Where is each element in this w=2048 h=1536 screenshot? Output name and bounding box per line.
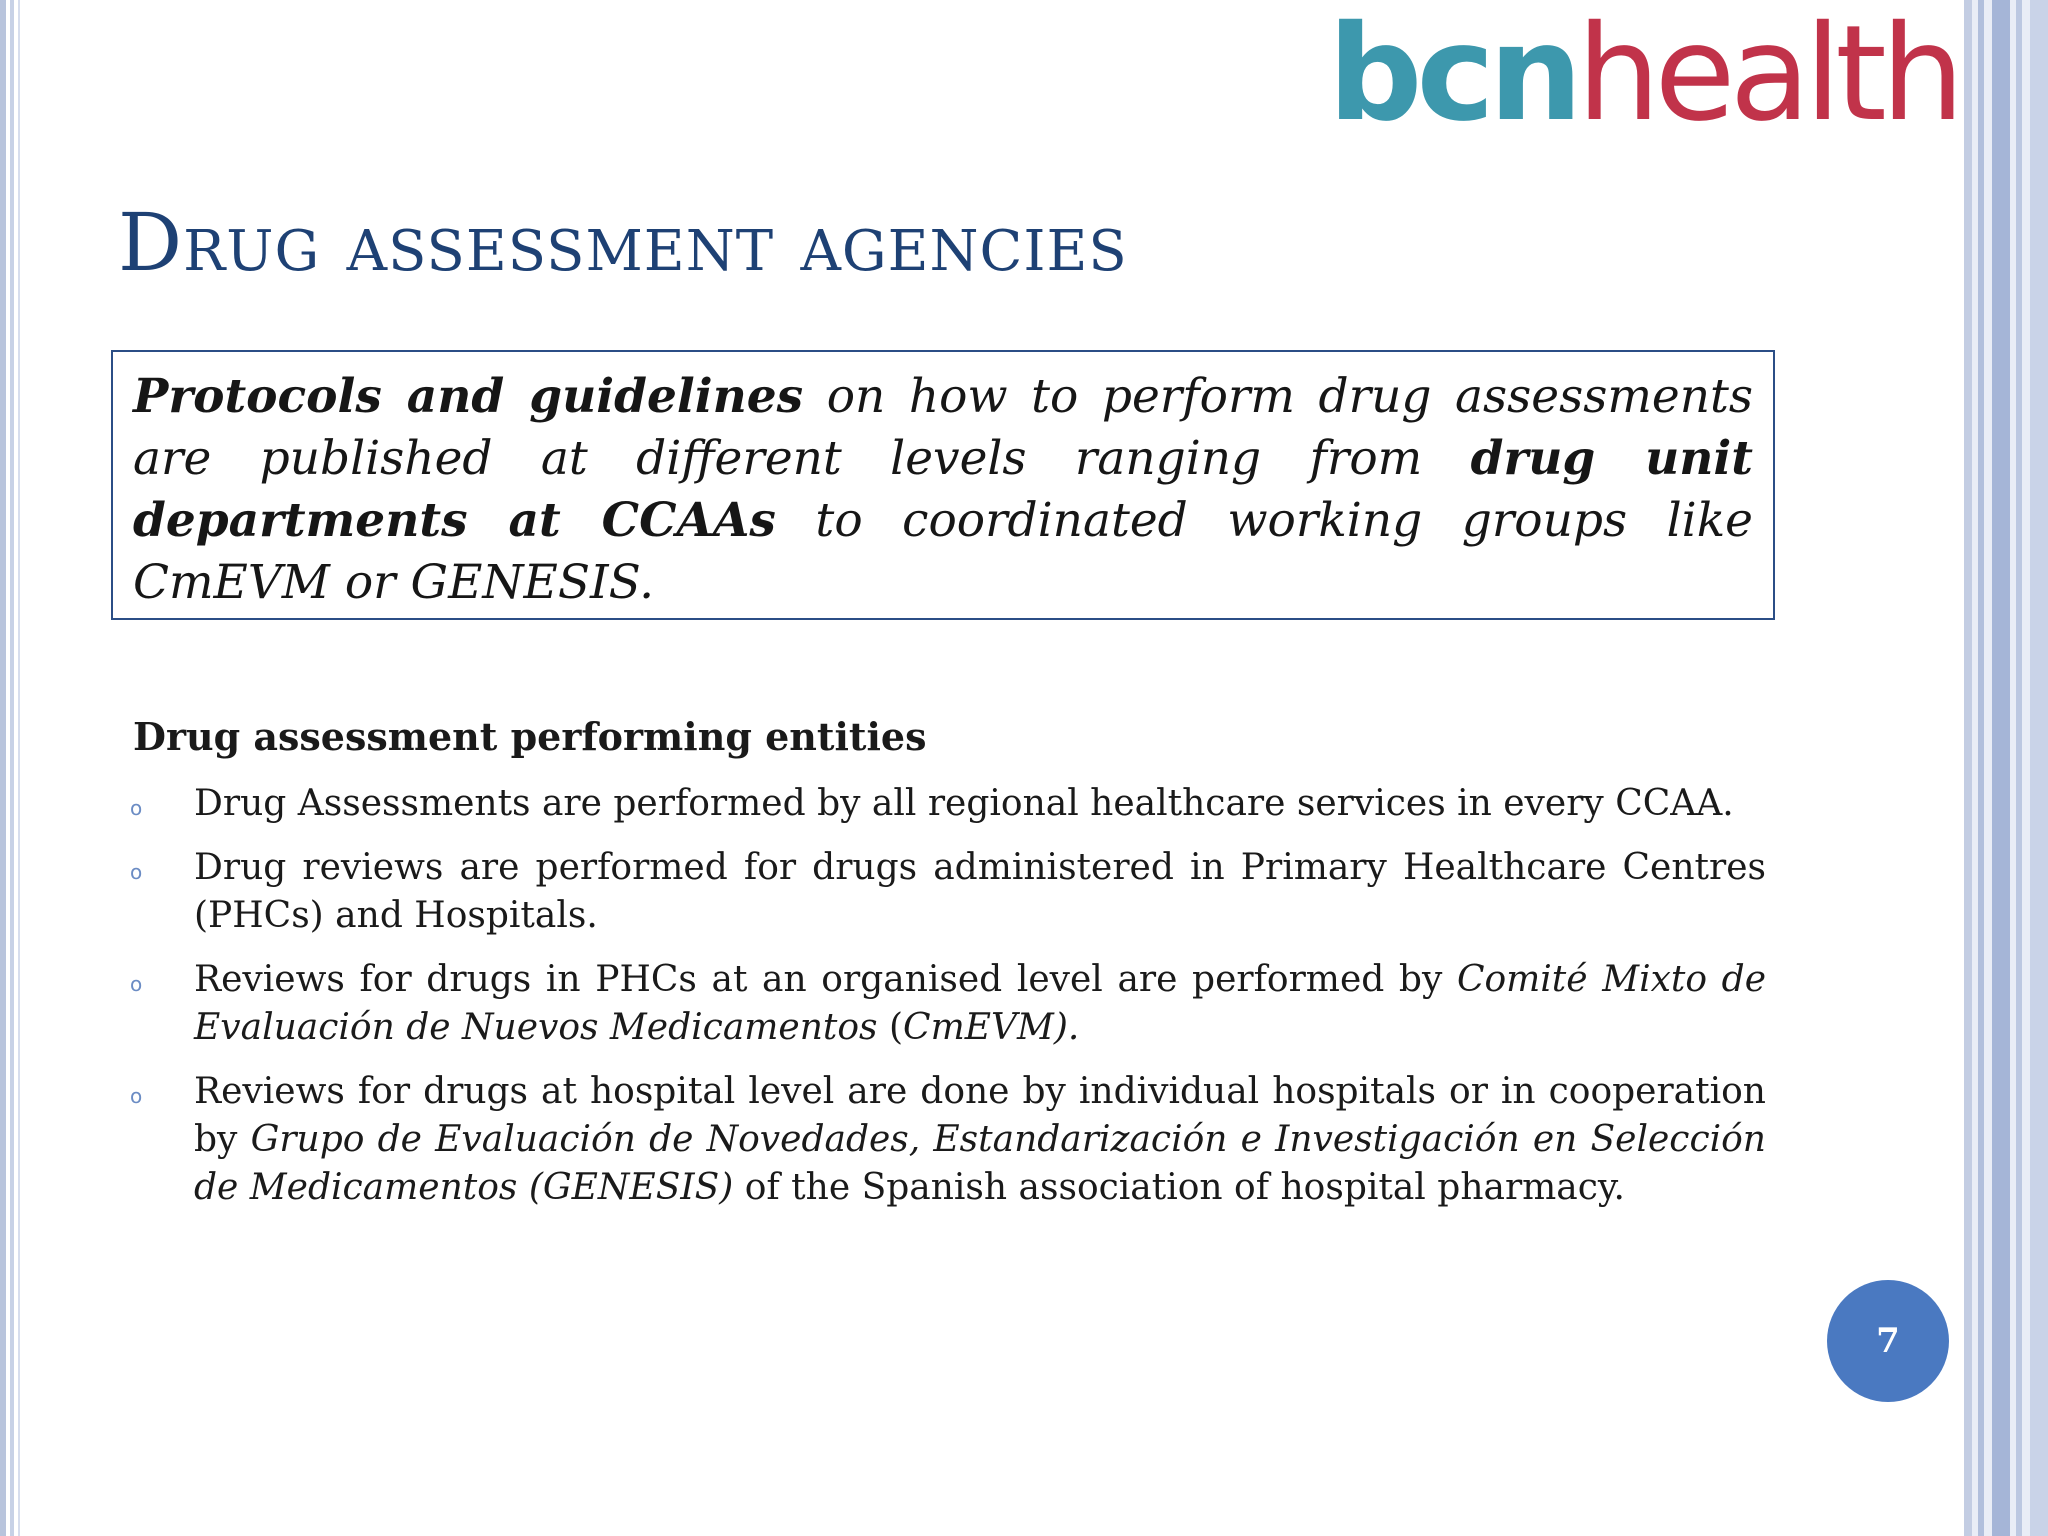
bullet-circle-icon: o [130, 972, 143, 996]
left-border-stripe [0, 0, 6, 1536]
bullet-italic-name: Grupo de Evaluación de Novedades, Estandarización e Investigación en Selección de Medicamentos (GENESIS) [194, 1119, 1766, 1208]
slide-title: Drug assessment agencies [118, 196, 1128, 289]
bullet-circle-icon: o [130, 796, 143, 820]
bullet-circle-icon: o [130, 860, 143, 884]
right-border-stripe [2030, 0, 2048, 1536]
bullet-item [126, 780, 1766, 828]
bullet-circle-icon: o [130, 1084, 143, 1108]
left-border-stripe [10, 0, 14, 1536]
bullet-item [126, 1068, 1766, 1212]
bullet-list [126, 780, 1766, 1228]
right-border-stripe [1964, 0, 1972, 1536]
bullet-italic-acronym: CmEVM). [903, 1007, 1080, 1048]
callout-bold-departments: drug unit departments at CCAAs [133, 431, 1753, 548]
callout-text: on how to perform drug assessments are published at different levels ranging from [133, 369, 1753, 486]
bullet-text: Drug Assessments are performed by all regional healthcare services in every CCAA. [194, 783, 1734, 824]
bullet-text: ( [877, 1007, 904, 1048]
page-number-badge: 7 [1827, 1280, 1949, 1402]
callout-box [111, 350, 1775, 620]
section-heading: Drug assessment performing entities [133, 714, 927, 759]
callout-bold-protocols: Protocols and guidelines [133, 369, 804, 424]
right-border-stripe [2016, 0, 2022, 1536]
bullet-text: Reviews for drugs at hospital level are done by individual hospitals or in cooperation by [194, 1071, 1766, 1160]
bullet-item [126, 956, 1766, 1052]
logo-bcn-text: bcn [1328, 0, 1577, 151]
bullet-text: Reviews for drugs in PHCs at an organised level are performed by [194, 959, 1457, 1000]
callout-text: to coordinated working groups like CmEVM or GENESIS. [133, 493, 1753, 610]
logo-health-text: health [1576, 0, 1959, 151]
bullet-text: Drug reviews are performed for drugs administered in Primary Healthcare Centres (PHCs) and Hospitals. [194, 847, 1766, 936]
left-border-stripe [18, 0, 20, 1536]
bullet-italic-name: Comité Mixto de Evaluación de Nuevos Medicamentos [194, 959, 1766, 1048]
right-border-stripe [1978, 0, 1984, 1536]
bullet-text: of the Spanish association of hospital pharmacy. [733, 1167, 1625, 1208]
right-border-stripe [1992, 0, 2010, 1536]
bullet-item [126, 844, 1766, 940]
bcnhealth-logo [1328, 0, 1959, 151]
